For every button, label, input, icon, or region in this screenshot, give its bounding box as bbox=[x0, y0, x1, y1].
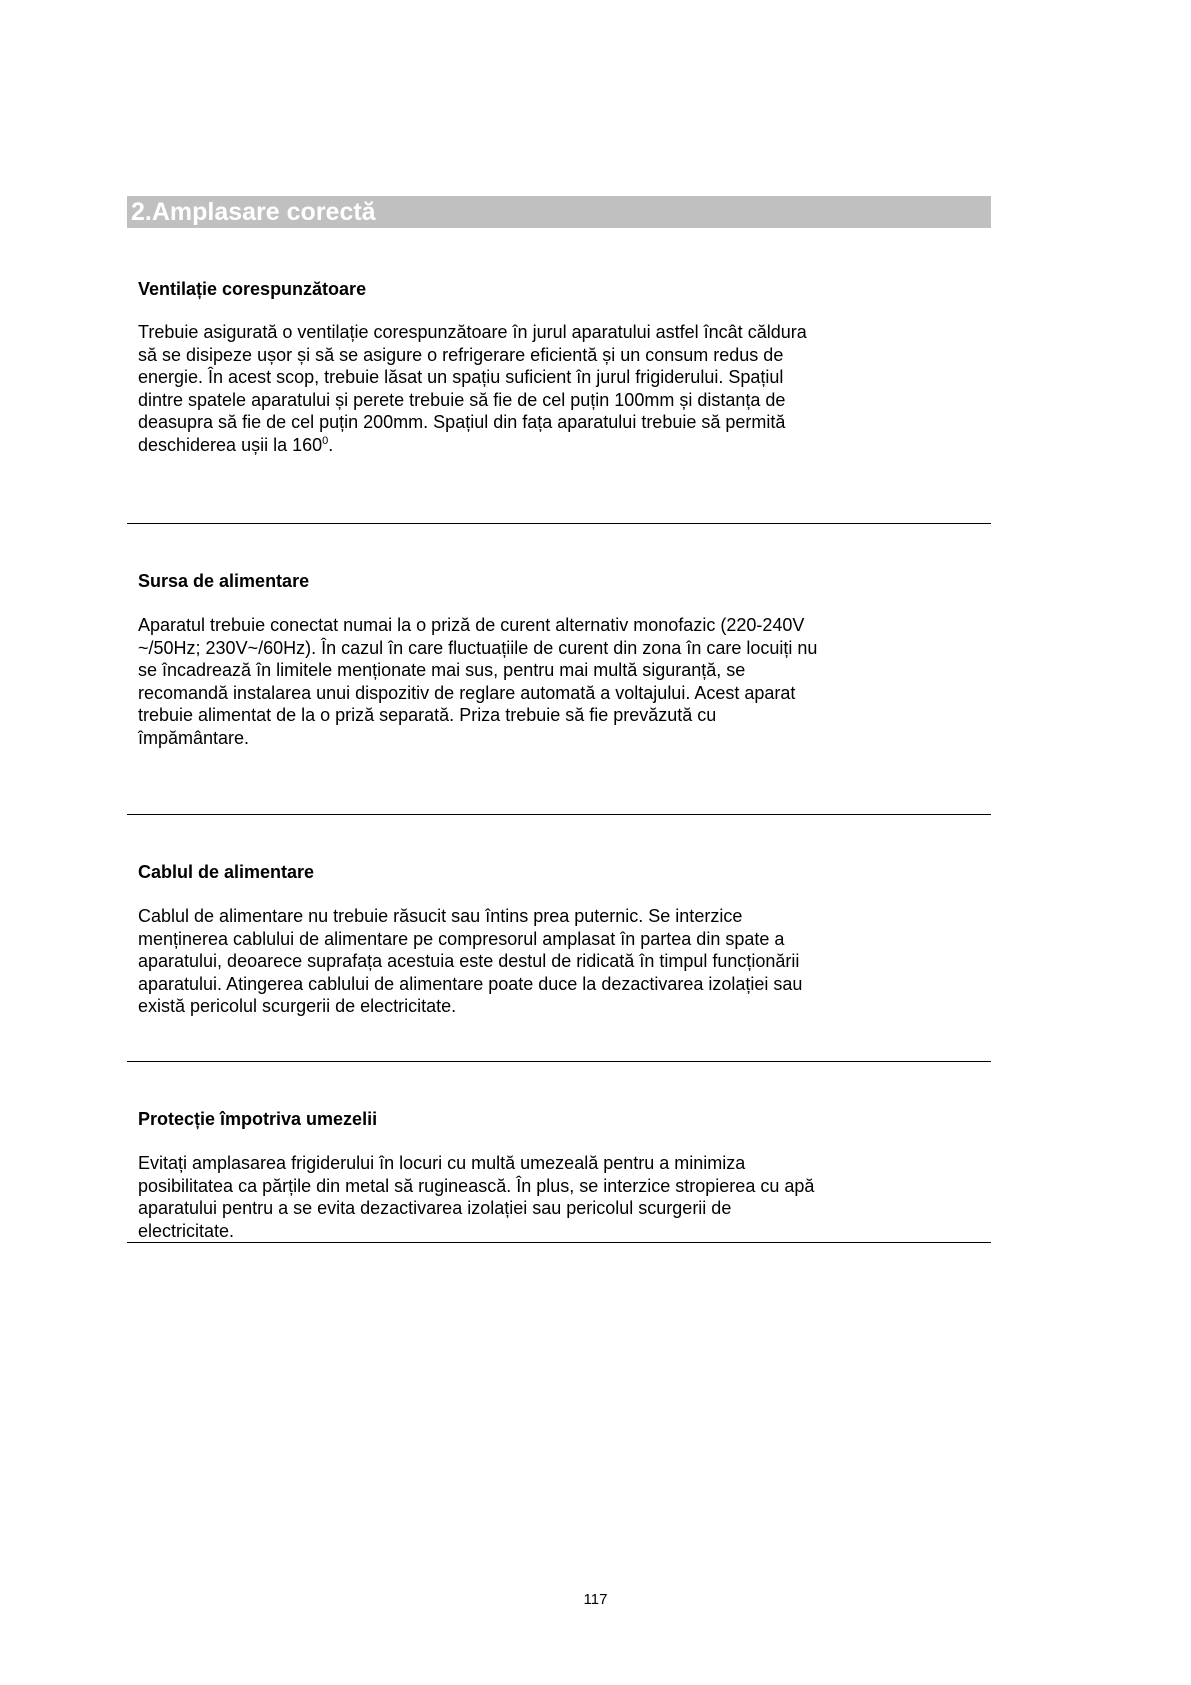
paragraph-line: aparatului. Atingerea cablului de alimentare poate duce la dezactivarea izolației sau bbox=[138, 973, 803, 994]
section-title: 2.Amplasare corectă bbox=[131, 198, 376, 226]
paragraph-line: ~/50Hz; 230V~/60Hz). În cazul în care fluctuațiile de curent din zona în care locuiți nu bbox=[138, 637, 818, 658]
power-cable-paragraph bbox=[138, 905, 898, 1018]
section-divider bbox=[127, 814, 991, 815]
paragraph-line: există pericolul scurgerii de electricitate. bbox=[138, 996, 457, 1017]
power-source-heading: Sursa de alimentare bbox=[138, 571, 310, 591]
paragraph-line: aparatului, deoarece suprafața acestuia este destul de ridicată în timpul funcționării bbox=[138, 951, 800, 972]
paragraph-line: să se disipeze ușor și să se asigure o refrigerare eficientă și un consum redus de bbox=[138, 344, 784, 365]
humidity-protection-paragraph bbox=[138, 1152, 898, 1242]
power-cable-heading: Cablul de alimentare bbox=[138, 862, 315, 882]
paragraph-line: energie. În acest scop, trebuie lăsat un spațiu suficient în jurul frigiderului. Spațiul bbox=[138, 367, 784, 388]
degree-superscript: 0 bbox=[322, 434, 329, 447]
section-banner bbox=[127, 196, 991, 228]
paragraph-line: dintre spatele aparatului și perete trebuie să fie de cel puțin 100mm și distanța de bbox=[138, 389, 786, 410]
ventilation-heading: Ventilație corespunzătoare bbox=[138, 279, 367, 299]
paragraph-line: trebuie alimentat de la o priză separată. Priza trebuie să fie prevăzută cu bbox=[138, 705, 717, 726]
paragraph-line: se încadrează în limitele menționate mai sus, pentru mai multă siguranță, se bbox=[138, 660, 746, 681]
page-number: 117 bbox=[583, 1591, 608, 1608]
door-angle-text: deschiderea ușii la 160 bbox=[138, 434, 323, 455]
section-divider bbox=[127, 523, 991, 524]
paragraph-line: Evitați amplasarea frigiderului în locuri cu multă umezeală pentru a minimiza bbox=[138, 1153, 746, 1173]
paragraph-line-last bbox=[138, 434, 898, 457]
power-source-paragraph bbox=[138, 614, 898, 750]
paragraph-line: Cablul de alimentare nu trebuie răsucit sau întins prea puternic. Se interzice bbox=[138, 906, 743, 926]
paragraph-line: recomandă instalarea unui dispozitiv de reglare automată a voltajului. Acest aparat bbox=[138, 682, 796, 703]
paragraph-line: posibilitatea ca părțile din metal să ruginească. În plus, se interzice stropierea cu apă bbox=[138, 1175, 815, 1196]
paragraph-line: Aparatul trebuie conectat numai la o priză de curent alternativ monofazic (220-240V bbox=[138, 615, 805, 635]
paragraph-line: aparatului pentru a se evita dezactivarea izolației sau pericolul scurgerii de bbox=[138, 1198, 732, 1219]
paragraph-line: deasupra să fie de cel puțin 200mm. Spațiul din fața aparatului trebuie să permită bbox=[138, 412, 786, 433]
sentence-end: . bbox=[328, 434, 334, 455]
paragraph-line: împământare. bbox=[138, 727, 250, 748]
section-divider bbox=[127, 1242, 991, 1243]
ventilation-paragraph bbox=[138, 321, 898, 457]
paragraph-line: menținerea cablului de alimentare pe compresorul amplasat în partea din spate a bbox=[138, 928, 785, 949]
paragraph-line: electricitate. bbox=[138, 1220, 235, 1241]
humidity-protection-heading: Protecție împotriva umezelii bbox=[138, 1109, 378, 1129]
paragraph-line: Trebuie asigurată o ventilație corespunzătoare în jurul aparatului astfel încât căldura bbox=[138, 322, 807, 342]
section-divider bbox=[127, 1061, 991, 1062]
